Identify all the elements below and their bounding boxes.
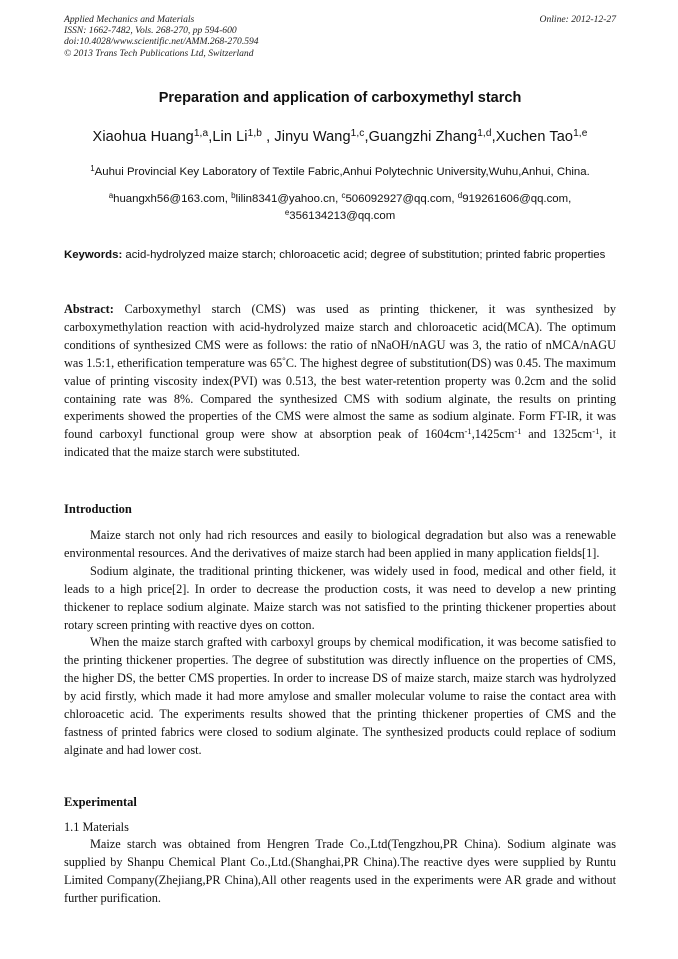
email-address[interactable]: huangxh56@163.com: [113, 193, 225, 205]
intro-paragraph: Maize starch not only had rich resources and easily to biological degradation but also was a renewable environmental resources. And the derivatives of maize starch had been applied in many application fields[1].: [64, 528, 616, 560]
paper-title: Preparation and application of carboxymethyl starch: [158, 90, 522, 106]
journal-name: Applied Mechanics and Materials: [64, 14, 195, 25]
doi-line[interactable]: doi:10.4028/www.scientific.net/AMM.268-270.594: [64, 36, 259, 48]
affiliation: [64, 164, 616, 180]
author-list: [64, 129, 616, 145]
email-sup: a: [108, 191, 114, 201]
affiliation-sup: 1: [90, 164, 95, 174]
email-sup: e: [284, 208, 290, 218]
email-address[interactable]: 356134213@qq.com: [289, 210, 396, 222]
email-sep: ,: [224, 193, 232, 205]
experimental-heading: Experimental: [64, 795, 137, 809]
author-name: Lin Li: [212, 129, 248, 145]
email-sep: ,: [568, 193, 572, 205]
unit-sup: -1: [464, 426, 472, 437]
author-sup: 1,e: [573, 128, 588, 140]
materials-paragraph: Maize starch was obtained from Hengren Trade Co.,Ltd(Tengzhou,PR China). Sodium alginate was supplied by Shanpu Chemical Plant Co.,Ltd.(Shanghai,PR China).The reactive dyes were supplied by Runtu Limited Company(Zhejiang,PR China),All other reagents used in the experiments were AR grade and without further purification.: [64, 837, 616, 905]
keywords-text: acid-hydrolyzed maize starch; chloroacetic acid; degree of substitution; printed fabric properties: [122, 249, 606, 261]
keywords-label: Keywords:: [64, 249, 123, 261]
author-sup: 1,d: [477, 128, 492, 140]
journal-header: [64, 14, 616, 59]
keywords: [64, 247, 616, 264]
abstract-text: Carboxymethyl starch (CMS) was used as printing thickener, it was synthesized by carboxymethylation reaction with acid-hydrolyzed maize starch and chloroacetic acid(MCA). The optimum conditions of synthesized CMS were as follows: the ratio of nNaOH/nAGU was 3, the ratio of nMCA/nAGU was 1.5:1, etherification temperature was 65: [64, 302, 616, 370]
email-address[interactable]: 919261606@qq.com: [462, 193, 569, 205]
author-sep: ,: [491, 129, 496, 145]
abstract-text: and 1325cm: [521, 427, 593, 442]
email-address[interactable]: 506092927@qq.com: [345, 193, 452, 205]
author-sep: ,: [262, 129, 275, 145]
unit-sup: -1: [592, 426, 600, 437]
abstract-label: Abstract:: [64, 302, 114, 316]
author-sup: 1,c: [350, 128, 365, 140]
author-sep: ,: [364, 129, 369, 145]
experimental-body: [64, 836, 616, 908]
author-sup: 1,b: [247, 128, 263, 140]
online-date: Online: 2012-12-27: [539, 14, 616, 25]
email-sup: c: [341, 191, 346, 201]
degree-sup: °: [282, 354, 286, 365]
abstract-text: C. The highest degree of substitution(DS) was 0.45. The maximum value of printing viscosity index(PVI) was 0.513, the best water-retention property was 0.2cm and the solid containing rate was 8%. Compared the synthesized CMS with sodium alginate, the results on printing experiments showed the properties of the CMS were almost the same as sodium alginate. Form FT-IR, it was found carboxyl functional group were show at absorption peak of 1604cm: [64, 355, 616, 442]
abstract-text: , it indicated that the maize starch were substituted.: [64, 427, 616, 460]
email-list: [64, 191, 616, 225]
copyright-line: © 2013 Trans Tech Publications Ltd, Switzerland: [64, 47, 254, 59]
materials-subheading: 1.1 Materials: [64, 820, 129, 834]
email-sep: ,: [335, 193, 342, 205]
abstract-text: ,1425cm: [471, 427, 515, 442]
issn-line: ISSN: 1662-7482, Vols. 268-270, pp 594-600: [64, 25, 237, 37]
unit-sup: -1: [514, 426, 522, 437]
email-sup: d: [457, 191, 463, 201]
affiliation-text: Auhui Provincial Key Laboratory of Textile Fabric,Anhui Polytechnic University,Wuhu,Anhui, China.: [94, 166, 590, 178]
author-name: Xuchen Tao: [495, 129, 574, 145]
email-sup: b: [231, 191, 236, 201]
introduction-heading: Introduction: [64, 502, 132, 516]
introduction-body: [64, 527, 616, 760]
abstract: [64, 301, 616, 462]
author-name: Xiaohua Huang: [92, 129, 194, 145]
author-sup: 1,a: [193, 128, 209, 140]
email-address[interactable]: lilin8341@yahoo.cn: [235, 193, 336, 205]
email-sep: ,: [451, 193, 458, 205]
intro-paragraph: Sodium alginate, the traditional printing thickener, was widely used in food, medical and other field, it leads to a high price[2]. In order to decrease the production costs, it was need to develop a new printing thickener to replace sodium alginate. Maize starch was not satisfied to the printing thickener properties about rotary screen printing with reactive dyes on cotton.: [64, 563, 616, 632]
author-sep: ,: [208, 129, 213, 145]
intro-paragraph: When the maize starch grafted with carboxyl groups by chemical modification, it was become satisfied to the printing thickener properties. The degree of substitution was directly influence on the properties of CMS, the higher DS, the better CMS properties. In order to increase DS of maize starch, maize starch was hydrolyzed by acid firstly, which made it had more amylose and smaller molecular volume to raise the contact area with chloroacetic acid. The experiments results showed that the printing thickener properties of CMS and the fastness of printed fabrics were closed to sodium alginate. The synthesized products could replace of sodium alginate and had lower cost.: [64, 635, 616, 757]
author-name: Guangzhi Zhang: [368, 129, 478, 145]
author-name: Jinyu Wang: [274, 129, 351, 145]
